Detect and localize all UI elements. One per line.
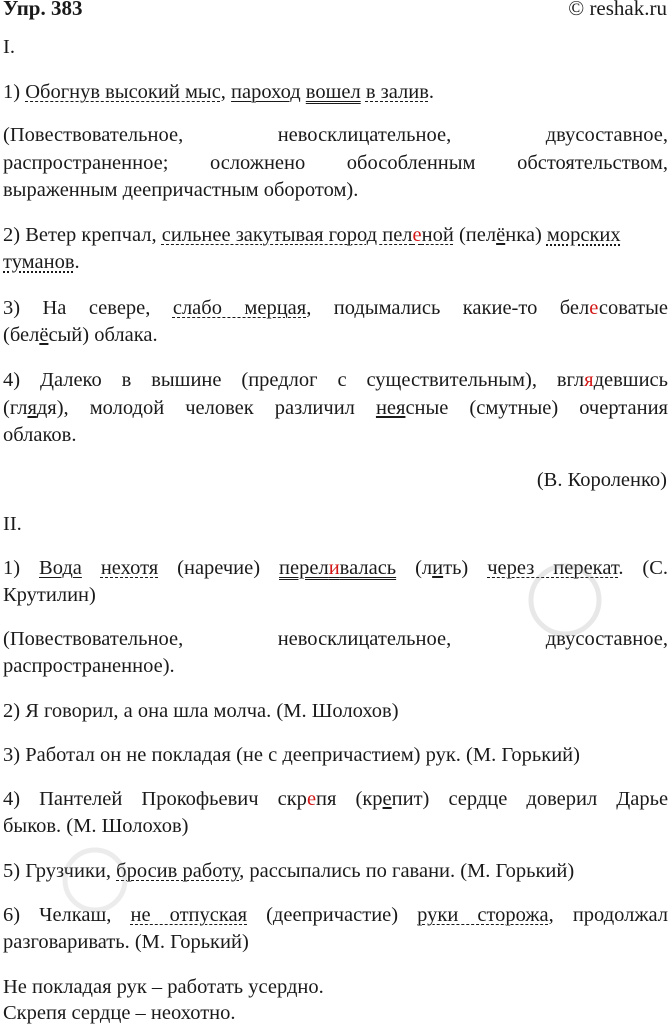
p1-s1-note-line1: (Повествовательное, невосклицательное, двусоставное, <box>3 124 668 146</box>
p1-s1-note-line2: распространенное; осложнено обособленным обстоятельством, <box>3 152 669 174</box>
p1-author: (В. Короленко) <box>536 469 667 491</box>
p2-sentence-1-line1: 1) Вода нехотя (наречие) переливалась (лить) через перекат. (С. <box>3 557 668 579</box>
p2-sentence-3: 3) Работал он не покладая (не с деепричастием) рук. (М. Горький) <box>3 744 580 766</box>
p2-s1-note-line1: (Повествовательное, невосклицательное, двусоставное, <box>3 628 668 650</box>
p1-sentence-4-line3: облаков. <box>3 424 77 446</box>
p1-sentence-2-line1: 2) Ветер крепчал, сильнее закутывая город пеленой (пелёнка) морских <box>3 224 621 246</box>
p1-sentence-4-line1: 4) Далеко в вышине (предлог с существительным), вглядевшись <box>3 369 668 391</box>
p2-s1-note-line2: распространенное). <box>3 655 175 677</box>
p2-sentence-6-line1: 6) Челкаш, не отпуская (деепричастие) руки сторожа, продолжал <box>3 904 669 926</box>
p2-sentence-4-line1: 4) Пантелей Прокофьевич скрепя (крепит) сердце доверил Дарье <box>3 788 669 810</box>
p1-sentence-3-line2: (белёсый) облака. <box>3 324 158 346</box>
p2-sentence-1-line2: Крутилин) <box>3 584 96 606</box>
p1-sentence-3-line1: 3) На севере, слабо мерцая, подымались какие-то белесоватые <box>3 297 669 319</box>
p1-sentence-1: 1) Обогнув высокий мыс, пароход вошел в залив. <box>3 81 435 103</box>
part2-label: II. <box>3 513 22 535</box>
p1-s1-note-line3: выраженным деепричастным оборотом). <box>3 179 359 201</box>
p2-sentence-2: 2) Я говорил, а она шла молча. (М. Шолохов) <box>3 700 399 722</box>
source-label: © reshak.ru <box>568 0 667 20</box>
p2-sentence-5: 5) Грузчики, бросив работу, рассыпались по гавани. (М. Горький) <box>3 860 575 882</box>
p2-sentence-4-line2: быков. (М. Шолохов) <box>3 815 189 837</box>
p2-phrase-1: Не покладая рук – работать усердно. <box>3 976 324 998</box>
part1-label: I. <box>3 36 15 58</box>
p2-phrase-2: Скрепя сердце – неохотно. <box>3 1002 236 1024</box>
p1-sentence-2-line2: туманов. <box>3 251 80 273</box>
exercise-title: Упр. 383 <box>3 0 83 20</box>
p1-sentence-4-line2: (глядя), молодой человек различил неясные (смутные) очертания <box>3 397 668 419</box>
p2-sentence-6-line2: разговаривать. (М. Горький) <box>3 931 249 953</box>
